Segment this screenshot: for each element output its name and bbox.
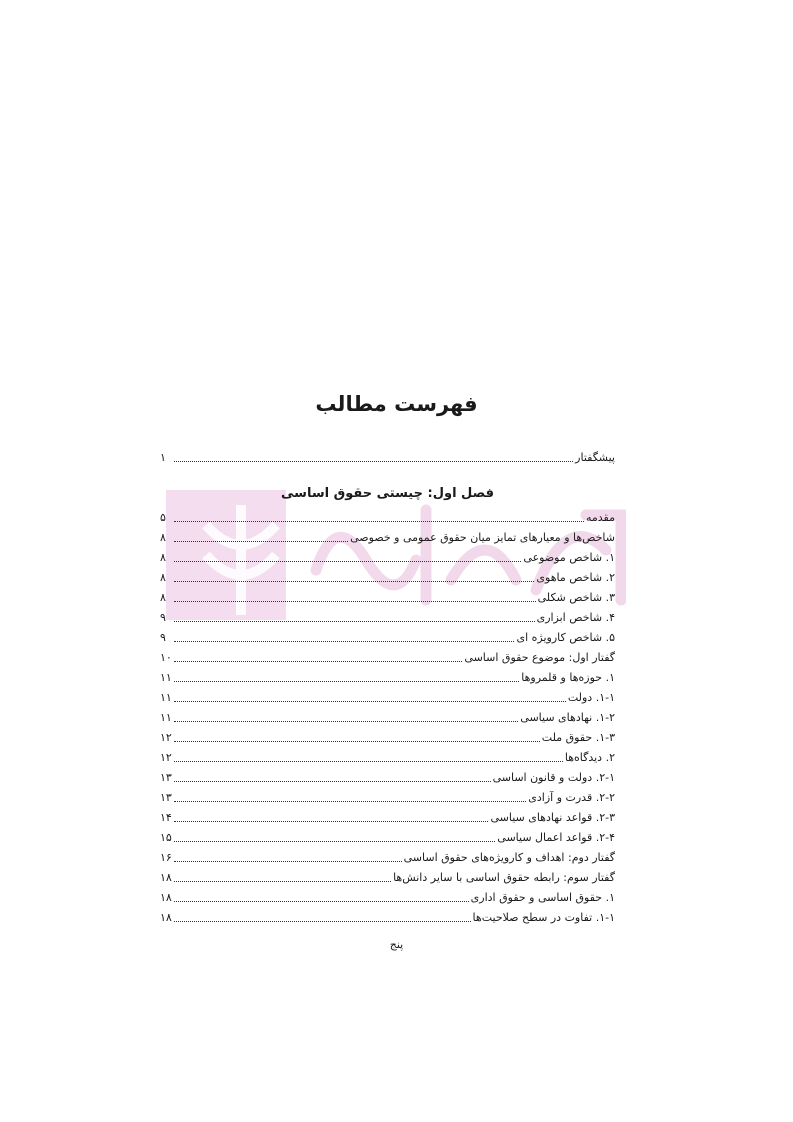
toc-entry-title: مقدمه: [585, 511, 615, 524]
toc-row[interactable]: [160, 748, 615, 766]
toc-entry-page: ۱۰: [160, 651, 172, 664]
toc-entry-page: ۹: [160, 631, 166, 644]
leader-dots: [174, 561, 521, 562]
leader-dots: [174, 661, 462, 662]
toc-row[interactable]: [160, 508, 615, 526]
toc-entry-page: ۵: [160, 511, 166, 524]
toc-row[interactable]: [160, 628, 615, 646]
leader-dots: [174, 741, 540, 742]
page-title: فهرست مطالب: [315, 392, 478, 416]
toc-row[interactable]: [160, 528, 615, 546]
toc-entry-title: ۱-۲. نهادهای سیاسی: [520, 711, 615, 724]
leader-dots: [174, 721, 518, 722]
toc-entry-title: ۱. حوزه‌ها و قلمروها: [521, 671, 615, 684]
toc-entry-title: ۲. دیدگاه‌ها: [564, 751, 615, 764]
toc-entry-page: ۸: [160, 531, 166, 544]
leader-dots: [174, 821, 488, 822]
toc-entry-page: ۱۱: [160, 671, 172, 684]
toc-row[interactable]: [160, 648, 615, 666]
leader-dots: [174, 581, 534, 582]
leader-dots: [174, 861, 402, 862]
toc-entry-title: ۱. شاخص موضوعی: [523, 551, 615, 564]
toc-entry-title: گفتار سوم: رابطه حقوق اساسی با سایر دانش‌ها: [393, 871, 615, 884]
toc-entry-title: شاخص‌ها و معیارهای تمایز میان حقوق عمومی و خصوصی: [350, 531, 615, 544]
toc-entry-page: ۱۱: [160, 691, 172, 704]
toc-entry-page: ۱۴: [160, 811, 172, 824]
toc-entry-page: ۱۳: [160, 771, 172, 784]
leader-dots: [174, 701, 566, 702]
toc-entry-title: ۲-۳. قواعد نهادهای سیاسی: [490, 811, 615, 824]
toc-row[interactable]: [160, 708, 615, 726]
toc-row[interactable]: [160, 688, 615, 706]
toc-entry-page: ۱۱: [160, 711, 172, 724]
toc-entry-page: ۱۸: [160, 891, 172, 904]
toc-entry-title: ۲-۲. قدرت و آزادی: [528, 791, 615, 804]
toc-entry-title: ۱. حقوق اساسی و حقوق اداری: [470, 891, 615, 904]
toc-entry-page: ۱۶: [160, 851, 172, 864]
toc-row[interactable]: [160, 668, 615, 686]
toc-entry-title: ۲. شاخص ماهوی: [536, 571, 615, 584]
toc-entry-page: ۹: [160, 611, 166, 624]
leader-dots: [174, 901, 469, 902]
toc-row[interactable]: [160, 568, 615, 586]
toc-row[interactable]: [160, 888, 615, 906]
toc-entry-page: ۱۸: [160, 871, 172, 884]
toc-row[interactable]: [160, 588, 615, 606]
toc-entry-title: ۴. شاخص ابزاری: [536, 611, 615, 624]
toc-entry-title: ۱-۱. تفاوت در سطح صلاحیت‌ها: [472, 911, 615, 924]
toc-row[interactable]: [160, 828, 615, 846]
toc-entry-title: ۲-۱. دولت و قانون اساسی: [492, 771, 615, 784]
page-number-footer: پنج: [389, 938, 404, 951]
toc-entry-title: پیشگفتار: [575, 451, 615, 464]
leader-dots: [174, 521, 584, 522]
toc-entry-title: ۱-۳. حقوق ملت: [541, 731, 615, 744]
toc-entry-page: ۱۲: [160, 751, 172, 764]
leader-dots: [174, 681, 519, 682]
toc-row[interactable]: [160, 848, 615, 866]
toc-entry-page: ۸: [160, 571, 166, 584]
toc-entry-title: گفتار اول: موضوع حقوق اساسی: [464, 651, 615, 664]
toc-entry-title: ۲-۴. قواعد اعمال سیاسی: [497, 831, 615, 844]
leader-dots: [174, 781, 491, 782]
toc-row-preface[interactable]: [160, 448, 615, 466]
toc-row[interactable]: [160, 808, 615, 826]
toc-row[interactable]: [160, 868, 615, 886]
leader-dots: [174, 921, 471, 922]
leader-dots: [174, 621, 535, 622]
leader-dots: [174, 801, 526, 802]
leader-dots: [174, 841, 495, 842]
toc-row[interactable]: [160, 768, 615, 786]
toc-row[interactable]: [160, 548, 615, 566]
chapter-title: فصل اول: چیستی حقوق اساسی: [281, 486, 494, 501]
leader-dots: [174, 641, 514, 642]
leader-dots: [174, 541, 348, 542]
toc-entry-page: ۱۵: [160, 831, 172, 844]
toc-row[interactable]: [160, 908, 615, 926]
toc-entry-title: ۳. شاخص شکلی: [537, 591, 615, 604]
leader-dots: [174, 881, 391, 882]
toc-entry-page: ۱۲: [160, 731, 172, 744]
leader-dots: [174, 601, 536, 602]
toc-entry-title: گفتار دوم: اهداف و کارویژه‌های حقوق اساسی: [403, 851, 615, 864]
toc-entry-title: ۵. شاخص کارویژه ای: [516, 631, 615, 644]
toc-entry-page: ۱۳: [160, 791, 172, 804]
toc-entry-page: ۸: [160, 591, 166, 604]
toc-entry-page: ۱: [160, 451, 166, 464]
toc-entry-page: ۱۸: [160, 911, 172, 924]
leader-dots: [174, 761, 563, 762]
toc-row[interactable]: [160, 728, 615, 746]
toc-entry-title: ۱-۱. دولت: [567, 691, 615, 704]
toc-entry-page: ۸: [160, 551, 166, 564]
toc-row[interactable]: [160, 608, 615, 626]
toc-row[interactable]: [160, 788, 615, 806]
leader-dots: [174, 461, 573, 462]
